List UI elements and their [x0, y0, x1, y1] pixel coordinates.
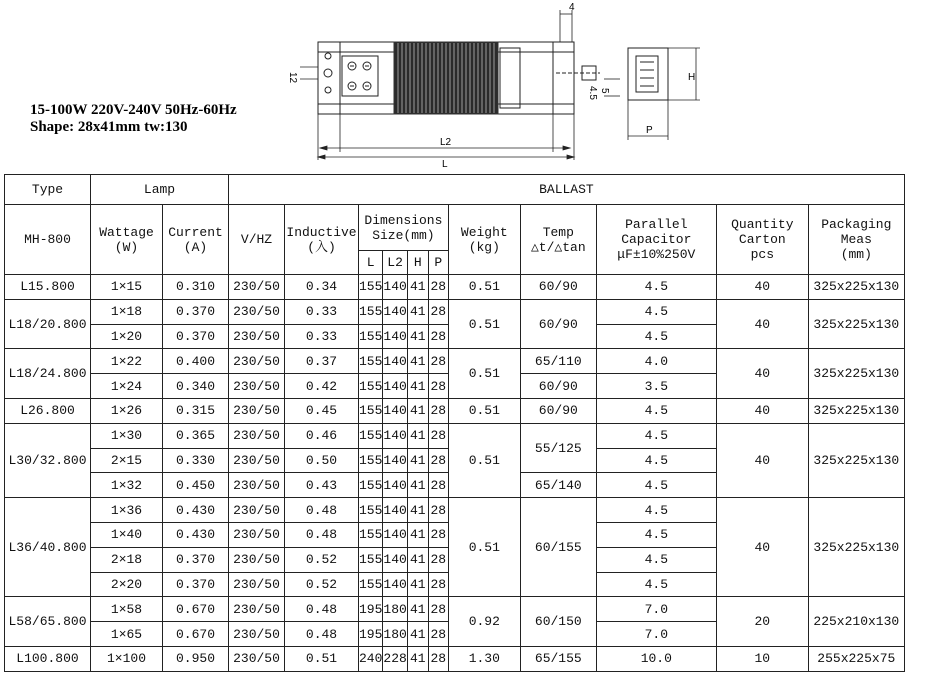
cell-dim-l2: 140: [383, 572, 407, 597]
header-quantity-label-2: Carton: [738, 232, 786, 247]
cell-dim-h: 41: [407, 522, 428, 547]
dim-label-l2: L2: [440, 137, 452, 148]
cell-vhz: 230/50: [229, 275, 285, 300]
cell-dim-p: 28: [428, 423, 448, 448]
cell-current: 0.430: [163, 522, 229, 547]
cell-type: L58/65.800: [5, 597, 91, 647]
cell-dim-l2: 140: [383, 473, 407, 498]
header-packaging-label-1: Packaging: [821, 217, 892, 232]
cell-quantity: 10: [716, 646, 808, 671]
cell-capacitor: 4.5: [596, 547, 716, 572]
cell-wattage: 1×30: [91, 423, 163, 448]
header-capacitor-unit: μF±10%250V: [617, 247, 696, 262]
cell-vhz: 230/50: [229, 324, 285, 349]
cell-dim-l2: 140: [383, 423, 407, 448]
table-row: [5, 349, 905, 374]
cell-dim-l: 155: [359, 324, 383, 349]
cell-dim-h: 41: [407, 572, 428, 597]
header-current-label: Current: [168, 224, 223, 240]
header-capacitor-label-2: Capacitor: [621, 232, 692, 247]
cell-temp: 65/140: [520, 473, 596, 498]
header-temp-label: Temp: [542, 224, 574, 240]
cell-dim-p: 28: [428, 572, 448, 597]
cell-weight: 0.51: [448, 275, 520, 300]
cell-dim-h: 41: [407, 646, 428, 671]
cell-temp: 60/155: [520, 498, 596, 597]
cell-weight: 0.51: [448, 423, 520, 497]
cell-quantity: 40: [716, 349, 808, 399]
cell-dim-p: 28: [428, 448, 448, 473]
cell-dim-p: 28: [428, 398, 448, 423]
cell-capacitor: 4.5: [596, 498, 716, 523]
cell-inductive: 0.34: [285, 275, 359, 300]
cell-packaging: 325x225x130: [808, 423, 904, 497]
cell-type: L15.800: [5, 275, 91, 300]
cell-capacitor: 4.5: [596, 572, 716, 597]
cell-dim-l: 155: [359, 275, 383, 300]
cell-type: L100.800: [5, 646, 91, 671]
header-inductive: [285, 205, 359, 275]
cell-wattage: 1×22: [91, 349, 163, 374]
cell-capacitor: 3.5: [596, 374, 716, 399]
cell-wattage: 1×100: [91, 646, 163, 671]
header-vhz: V/HZ: [229, 205, 285, 275]
cell-packaging: 325x225x130: [808, 349, 904, 399]
cell-capacitor: 7.0: [596, 622, 716, 647]
cell-capacitor: 4.0: [596, 349, 716, 374]
cell-packaging: 325x225x130: [808, 498, 904, 597]
cell-current: 0.950: [163, 646, 229, 671]
header-current-unit: (A): [183, 239, 208, 255]
cell-dim-l2: 140: [383, 448, 407, 473]
header-dim-h: H: [407, 251, 428, 275]
cell-weight: 0.51: [448, 299, 520, 349]
cell-weight: 0.51: [448, 498, 520, 597]
cell-dim-p: 28: [428, 498, 448, 523]
cell-inductive: 0.37: [285, 349, 359, 374]
cell-vhz: 230/50: [229, 448, 285, 473]
cell-vhz: 230/50: [229, 423, 285, 448]
header-quantity-label-1: Quantity: [731, 217, 794, 232]
cell-vhz: 230/50: [229, 572, 285, 597]
cell-wattage: 1×24: [91, 374, 163, 399]
cell-packaging: 325x225x130: [808, 299, 904, 349]
cell-capacitor: 4.5: [596, 522, 716, 547]
cell-wattage: 2×15: [91, 448, 163, 473]
header-current: [163, 205, 229, 275]
cell-dim-l2: 140: [383, 299, 407, 324]
cell-dim-l2: 228: [383, 646, 407, 671]
cell-quantity: 40: [716, 275, 808, 300]
cell-dim-p: 28: [428, 349, 448, 374]
table-row: [5, 398, 905, 423]
cell-dim-h: 41: [407, 597, 428, 622]
header-dim-l2: L2: [383, 251, 407, 275]
ballast-end-view: [628, 48, 700, 140]
table-row: [5, 646, 905, 671]
ballast-side-view: [318, 42, 600, 114]
cell-inductive: 0.45: [285, 398, 359, 423]
cell-vhz: 230/50: [229, 473, 285, 498]
cell-dim-l: 155: [359, 572, 383, 597]
cell-wattage: 1×40: [91, 522, 163, 547]
cell-vhz: 230/50: [229, 349, 285, 374]
header-quantity: [716, 205, 808, 275]
cell-packaging: 325x225x130: [808, 275, 904, 300]
cell-inductive: 0.50: [285, 448, 359, 473]
header-type: Type: [5, 175, 91, 205]
cell-capacitor: 4.5: [596, 423, 716, 448]
header-temp: [520, 205, 596, 275]
header-dimensions-unit: Size(mm): [372, 227, 435, 243]
cell-temp: 60/150: [520, 597, 596, 647]
cell-type: L26.800: [5, 398, 91, 423]
cell-dim-l2: 140: [383, 324, 407, 349]
cell-type: L30/32.800: [5, 423, 91, 497]
cell-wattage: 1×20: [91, 324, 163, 349]
header-packaging-label-2: Meas: [840, 232, 872, 247]
cell-dim-l: 155: [359, 473, 383, 498]
cell-current: 0.330: [163, 448, 229, 473]
cell-dim-l2: 140: [383, 498, 407, 523]
cell-wattage: 1×36: [91, 498, 163, 523]
cell-dim-l: 195: [359, 622, 383, 647]
header-wattage: [91, 205, 163, 275]
cell-current: 0.310: [163, 275, 229, 300]
cell-vhz: 230/50: [229, 299, 285, 324]
cell-inductive: 0.48: [285, 597, 359, 622]
header-inductive-unit: (入): [307, 239, 336, 255]
dim-label-12: 12: [287, 72, 298, 84]
cell-inductive: 0.48: [285, 622, 359, 647]
cell-inductive: 0.33: [285, 324, 359, 349]
cell-current: 0.365: [163, 423, 229, 448]
cell-weight: 0.92: [448, 597, 520, 647]
spec-voltage-line: 15-100W 220V-240V 50Hz-60Hz: [30, 102, 237, 118]
header-packaging: [808, 205, 904, 275]
cell-type: L18/20.800: [5, 299, 91, 349]
cell-dim-p: 28: [428, 622, 448, 647]
cell-inductive: 0.33: [285, 299, 359, 324]
cell-current: 0.670: [163, 597, 229, 622]
cell-dim-p: 28: [428, 522, 448, 547]
cell-dim-l: 240: [359, 646, 383, 671]
cell-dim-l2: 140: [383, 275, 407, 300]
cell-temp: 60/90: [520, 398, 596, 423]
cell-wattage: 1×18: [91, 299, 163, 324]
cell-dim-l2: 140: [383, 374, 407, 399]
cell-capacitor: 4.5: [596, 448, 716, 473]
cell-wattage: 1×58: [91, 597, 163, 622]
cell-dim-l: 155: [359, 423, 383, 448]
ballast-spec-table: [4, 174, 905, 672]
cell-dim-l: 155: [359, 398, 383, 423]
header-dimensions-label: Dimensions: [364, 212, 443, 228]
cell-quantity: 40: [716, 423, 808, 497]
cell-weight: 0.51: [448, 398, 520, 423]
cell-capacitor: 4.5: [596, 299, 716, 324]
cell-vhz: 230/50: [229, 646, 285, 671]
cell-dim-l: 155: [359, 374, 383, 399]
header-dim-l: L: [359, 251, 383, 275]
cell-dim-h: 41: [407, 498, 428, 523]
cell-dim-l: 155: [359, 498, 383, 523]
cell-dim-h: 41: [407, 547, 428, 572]
cell-dim-l: 155: [359, 547, 383, 572]
cell-packaging: 325x225x130: [808, 398, 904, 423]
cell-dim-l: 195: [359, 597, 383, 622]
cell-dim-p: 28: [428, 597, 448, 622]
cell-capacitor: 4.5: [596, 275, 716, 300]
cell-dim-l: 155: [359, 349, 383, 374]
header-weight-label: Weight: [460, 224, 508, 240]
cell-dim-h: 41: [407, 374, 428, 399]
header-inductive-label: Inductive: [286, 224, 357, 240]
cell-dim-p: 28: [428, 547, 448, 572]
cell-temp: 65/155: [520, 646, 596, 671]
cell-dim-h: 41: [407, 423, 428, 448]
header-model: MH-800: [5, 205, 91, 275]
spec-shape-line: Shape: 28x41mm tw:130: [30, 119, 188, 135]
cell-weight: 0.51: [448, 349, 520, 399]
cell-capacitor: 4.5: [596, 398, 716, 423]
cell-dim-p: 28: [428, 646, 448, 671]
cell-dim-l2: 140: [383, 349, 407, 374]
cell-current: 0.340: [163, 374, 229, 399]
cell-capacitor: 4.5: [596, 473, 716, 498]
cell-vhz: 230/50: [229, 522, 285, 547]
header-temp-unit: △t/△tan: [530, 239, 586, 255]
cell-capacitor: 7.0: [596, 597, 716, 622]
cell-inductive: 0.48: [285, 522, 359, 547]
cell-quantity: 40: [716, 498, 808, 597]
cell-packaging: 225x210x130: [808, 597, 904, 647]
cell-capacitor: 4.5: [596, 324, 716, 349]
cell-dim-l: 155: [359, 522, 383, 547]
dim-label-l: L: [442, 159, 448, 170]
cell-wattage: 1×32: [91, 473, 163, 498]
cell-dim-h: 41: [407, 622, 428, 647]
header-capacitor: [596, 205, 716, 275]
cell-vhz: 230/50: [229, 597, 285, 622]
header-wattage-label: Wattage: [99, 224, 154, 240]
cell-vhz: 230/50: [229, 398, 285, 423]
cell-temp: 60/90: [520, 299, 596, 349]
cell-quantity: 20: [716, 597, 808, 647]
cell-dim-l2: 180: [383, 622, 407, 647]
cell-inductive: 0.46: [285, 423, 359, 448]
dim-label-p: P: [646, 125, 653, 136]
cell-current: 0.315: [163, 398, 229, 423]
cell-vhz: 230/50: [229, 547, 285, 572]
header-lamp: Lamp: [91, 175, 229, 205]
cell-weight: 1.30: [448, 646, 520, 671]
terminal-block: [342, 56, 378, 96]
cell-dim-p: 28: [428, 299, 448, 324]
cell-current: 0.450: [163, 473, 229, 498]
cell-dim-p: 28: [428, 275, 448, 300]
cell-dim-h: 41: [407, 275, 428, 300]
cell-dim-h: 41: [407, 473, 428, 498]
cell-dim-h: 41: [407, 349, 428, 374]
cell-temp: 65/110: [520, 349, 596, 374]
cell-inductive: 0.42: [285, 374, 359, 399]
cell-current: 0.370: [163, 299, 229, 324]
header-weight-unit: (kg): [468, 239, 500, 255]
cell-temp: 55/125: [520, 423, 596, 473]
cell-dim-l: 155: [359, 299, 383, 324]
cell-dim-l2: 140: [383, 398, 407, 423]
header-packaging-unit: (mm): [840, 247, 872, 262]
cell-wattage: 2×18: [91, 547, 163, 572]
cell-capacitor: 10.0: [596, 646, 716, 671]
cell-dim-h: 41: [407, 299, 428, 324]
cell-dim-p: 28: [428, 374, 448, 399]
header-ballast: BALLAST: [229, 175, 905, 205]
header-dimensions: [359, 205, 449, 251]
cell-dim-l2: 140: [383, 547, 407, 572]
header-capacitor-label-1: Parallel: [625, 217, 688, 232]
cell-type: L18/24.800: [5, 349, 91, 399]
cell-vhz: 230/50: [229, 498, 285, 523]
cell-wattage: 1×26: [91, 398, 163, 423]
cell-dim-p: 28: [428, 473, 448, 498]
cell-current: 0.430: [163, 498, 229, 523]
cell-quantity: 40: [716, 398, 808, 423]
header-wattage-unit: (W): [114, 239, 139, 255]
cell-dim-l2: 180: [383, 597, 407, 622]
cell-temp: 60/90: [520, 275, 596, 300]
cell-type: L36/40.800: [5, 498, 91, 597]
dim-label-5: 5: [599, 88, 610, 94]
cell-current: 0.370: [163, 324, 229, 349]
table-row: [5, 597, 905, 622]
cell-dim-h: 41: [407, 398, 428, 423]
ballast-technical-drawing: [0, 0, 946, 172]
dim-label-h: H: [688, 72, 696, 83]
cell-inductive: 0.52: [285, 547, 359, 572]
cell-dim-p: 28: [428, 324, 448, 349]
cell-current: 0.400: [163, 349, 229, 374]
cell-current: 0.370: [163, 547, 229, 572]
header-quantity-unit: pcs: [750, 247, 775, 262]
cell-inductive: 0.51: [285, 646, 359, 671]
header-weight: [448, 205, 520, 275]
cell-inductive: 0.52: [285, 572, 359, 597]
cell-dim-l: 155: [359, 448, 383, 473]
cell-vhz: 230/50: [229, 374, 285, 399]
cell-inductive: 0.48: [285, 498, 359, 523]
cell-current: 0.370: [163, 572, 229, 597]
cell-vhz: 230/50: [229, 622, 285, 647]
table-row: [5, 423, 905, 448]
table-row: [5, 299, 905, 324]
dim-label-4-5: 4.5: [587, 86, 598, 100]
cell-dim-h: 41: [407, 448, 428, 473]
cell-inductive: 0.43: [285, 473, 359, 498]
cell-current: 0.670: [163, 622, 229, 647]
table-row: [5, 498, 905, 523]
table-row: [5, 275, 905, 300]
cell-dim-l2: 140: [383, 522, 407, 547]
cell-wattage: 1×65: [91, 622, 163, 647]
cell-wattage: 1×15: [91, 275, 163, 300]
cell-quantity: 40: [716, 299, 808, 349]
cell-dim-h: 41: [407, 324, 428, 349]
dim-label-4: 4: [569, 2, 575, 13]
header-dim-p: P: [428, 251, 448, 275]
cell-wattage: 2×20: [91, 572, 163, 597]
cell-packaging: 255x225x75: [808, 646, 904, 671]
cell-temp: 60/90: [520, 374, 596, 399]
